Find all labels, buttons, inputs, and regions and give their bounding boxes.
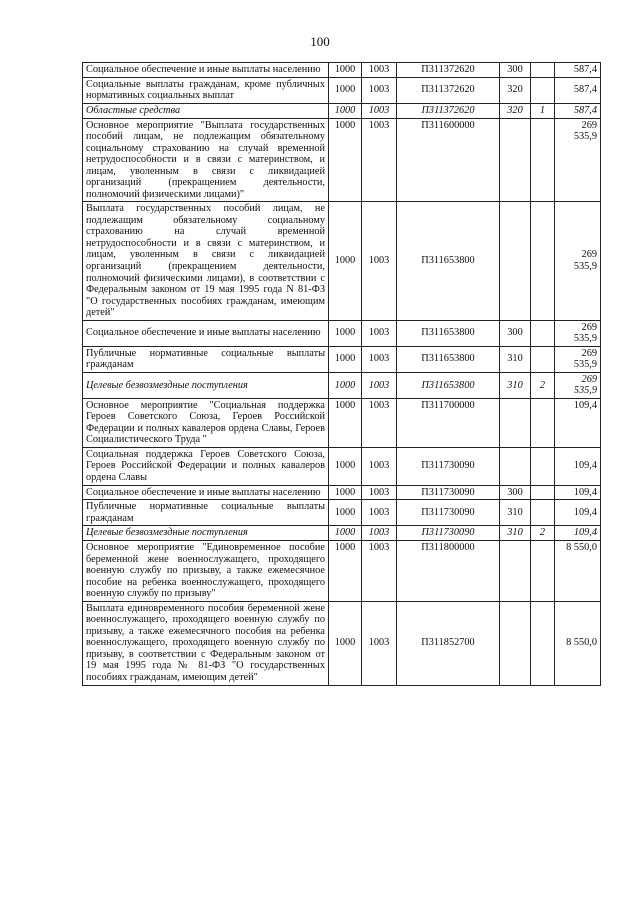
table-row (83, 526, 601, 541)
subsection-code: 1003 (362, 103, 397, 118)
row-description: Основное мероприятие "Выплата государственных пособий лицам, не подлежащим обязательному социальному страхованию на случай временной нетрудоспособности и в связи с материнством, и лицам, уволенным в связи с ликвидацией организаций (прекращением деятельности, полномочий физическими лицами)" (83, 118, 329, 202)
target-article-code: П311730090 (397, 485, 500, 500)
table-row (83, 320, 601, 346)
table-row (83, 500, 601, 526)
expense-type-code: 320 (500, 77, 531, 103)
target-article-code: П311372620 (397, 103, 500, 118)
table-row (83, 485, 601, 500)
target-article-code: П311730090 (397, 447, 500, 485)
target-article-code: П311653800 (397, 320, 500, 346)
funding-source-code (531, 118, 555, 202)
row-description: Целевые безвозмездные поступления (83, 372, 329, 398)
funding-source-code: 2 (531, 526, 555, 541)
table-row (83, 601, 601, 685)
target-article-code: П311700000 (397, 398, 500, 447)
table-row (83, 202, 601, 320)
expense-type-code (500, 118, 531, 202)
section-code: 1000 (329, 346, 362, 372)
amount-value: 109,4 (555, 398, 601, 447)
table-row (83, 77, 601, 103)
section-code: 1000 (329, 372, 362, 398)
target-article-code: П311730090 (397, 500, 500, 526)
expense-type-code (500, 447, 531, 485)
funding-source-code (531, 500, 555, 526)
table-row (83, 118, 601, 202)
subsection-code: 1003 (362, 77, 397, 103)
expense-type-code: 320 (500, 103, 531, 118)
row-description: Социальное обеспечение и иные выплаты населению (83, 320, 329, 346)
table-row (83, 346, 601, 372)
target-article-code: П311653800 (397, 372, 500, 398)
expense-type-code (500, 398, 531, 447)
target-article-code: П311372620 (397, 63, 500, 78)
subsection-code: 1003 (362, 500, 397, 526)
target-article-code: П311372620 (397, 77, 500, 103)
row-description: Социальное обеспечение и иные выплаты населению (83, 63, 329, 78)
expense-type-code (500, 601, 531, 685)
row-description: Социальные выплаты гражданам, кроме публичных нормативных социальных выплат (83, 77, 329, 103)
funding-source-code (531, 346, 555, 372)
subsection-code: 1003 (362, 118, 397, 202)
section-code: 1000 (329, 447, 362, 485)
row-description: Социальная поддержка Героев Советского Союза, Героев Российской Федерации и полных кавалеров ордена Славы (83, 447, 329, 485)
expense-type-code (500, 202, 531, 320)
section-code: 1000 (329, 601, 362, 685)
section-code: 1000 (329, 320, 362, 346)
page-number: 100 (310, 34, 330, 49)
subsection-code: 1003 (362, 526, 397, 541)
expense-type-code: 300 (500, 320, 531, 346)
section-code: 1000 (329, 63, 362, 78)
amount-value: 109,4 (555, 500, 601, 526)
table-row (83, 372, 601, 398)
funding-source-code: 2 (531, 372, 555, 398)
subsection-code: 1003 (362, 447, 397, 485)
subsection-code: 1003 (362, 601, 397, 685)
row-description: Выплата государственных пособий лицам, не подлежащим обязательному социальному страхованию на случай временной нетрудоспособности и в связи с материнством, и лицам, уволенным в связи с ликвидацией организаций (прекращением деятельности, полномочий физическими лицами), в соответствии с Федеральным законом от 19 мая 1995 года N 81-ФЗ "О государственных пособиях гражданам, имеющим детей" (83, 202, 329, 320)
funding-source-code (531, 447, 555, 485)
funding-source-code (531, 77, 555, 103)
row-description: Выплата единовременного пособия беременной жене военнослужащего, проходящего военную службу по призыву, а также ежемесячного пособия на ребенка военнослужащего, проходящего военную службу по призыву, в соответствии с Федеральным законом от 19 мая 1995 года № 81-ФЗ "О государственных пособиях гражданам, имеющим детей" (83, 601, 329, 685)
target-article-code: П311653800 (397, 202, 500, 320)
subsection-code: 1003 (362, 541, 397, 602)
budget-table (82, 62, 601, 686)
amount-value: 8 550,0 (555, 541, 601, 602)
table-row (83, 103, 601, 118)
funding-source-code (531, 601, 555, 685)
table-row (83, 63, 601, 78)
row-description: Целевые безвозмездные поступления (83, 526, 329, 541)
amount-value: 109,4 (555, 485, 601, 500)
amount-value: 269 535,9 (555, 372, 601, 398)
amount-value: 587,4 (555, 77, 601, 103)
funding-source-code: 1 (531, 103, 555, 118)
subsection-code: 1003 (362, 485, 397, 500)
target-article-code: П311852700 (397, 601, 500, 685)
funding-source-code (531, 485, 555, 500)
amount-value: 269 535,9 (555, 346, 601, 372)
section-code: 1000 (329, 398, 362, 447)
funding-source-code (531, 398, 555, 447)
subsection-code: 1003 (362, 398, 397, 447)
table-row (83, 447, 601, 485)
amount-value: 587,4 (555, 103, 601, 118)
section-code: 1000 (329, 202, 362, 320)
target-article-code: П311600000 (397, 118, 500, 202)
amount-value: 109,4 (555, 447, 601, 485)
subsection-code: 1003 (362, 202, 397, 320)
target-article-code: П311653800 (397, 346, 500, 372)
funding-source-code (531, 320, 555, 346)
section-code: 1000 (329, 526, 362, 541)
section-code: 1000 (329, 541, 362, 602)
row-description: Публичные нормативные социальные выплаты гражданам (83, 500, 329, 526)
funding-source-code (531, 63, 555, 78)
section-code: 1000 (329, 500, 362, 526)
amount-value: 587,4 (555, 63, 601, 78)
expense-type-code: 310 (500, 372, 531, 398)
subsection-code: 1003 (362, 63, 397, 78)
row-description: Основное мероприятие "Социальная поддержка Героев Советского Союза, Героев Российской Федерации и полных кавалеров ордена Славы, Героев Социалистического Труда " (83, 398, 329, 447)
section-code: 1000 (329, 77, 362, 103)
funding-source-code (531, 541, 555, 602)
row-description: Основное мероприятие "Единовременное пособие беременной жене военнослужащего, проходящего военную службу по призыву, а также ежемесячное пособие на ребенка военнослужащего, проходящего военную службу по призыву" (83, 541, 329, 602)
subsection-code: 1003 (362, 346, 397, 372)
amount-value: 269 535,9 (555, 320, 601, 346)
expense-type-code: 310 (500, 526, 531, 541)
target-article-code: П311800000 (397, 541, 500, 602)
target-article-code: П311730090 (397, 526, 500, 541)
expense-type-code: 310 (500, 346, 531, 372)
subsection-code: 1003 (362, 372, 397, 398)
expense-type-code: 300 (500, 63, 531, 78)
table-row (83, 398, 601, 447)
section-code: 1000 (329, 485, 362, 500)
funding-source-code (531, 202, 555, 320)
subsection-code: 1003 (362, 320, 397, 346)
amount-value: 8 550,0 (555, 601, 601, 685)
amount-value: 269 535,9 (555, 118, 601, 202)
row-description: Публичные нормативные социальные выплаты гражданам (83, 346, 329, 372)
amount-value: 109,4 (555, 526, 601, 541)
table-row (83, 541, 601, 602)
section-code: 1000 (329, 103, 362, 118)
row-description: Социальное обеспечение и иные выплаты населению (83, 485, 329, 500)
expense-type-code: 310 (500, 500, 531, 526)
expense-type-code (500, 541, 531, 602)
row-description: Областные средства (83, 103, 329, 118)
section-code: 1000 (329, 118, 362, 202)
expense-type-code: 300 (500, 485, 531, 500)
amount-value: 269 535,9 (555, 202, 601, 320)
